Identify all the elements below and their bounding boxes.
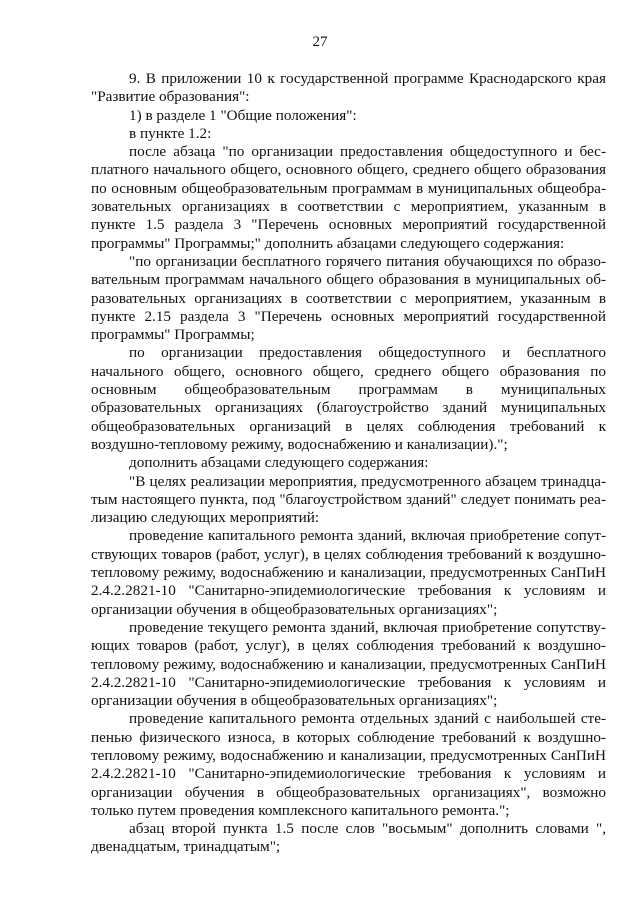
paragraph-point-1-2: в пункте 1.2: (129, 124, 212, 142)
paragraph-improvement-definition: "В целях реализации мероприятия, предусмотренного абзацем тринадцатым настоящего пункта, под "благоустройством зданий" следует понимать реализацию следующих мероприятий: (91, 472, 606, 527)
paragraph-public-education: по организации предоставления общедоступного и бесплатного начального общего, основного общего, среднего общего образования по основным общеобразовательным программам в муниципальных образовательных организациях (благоустройство зданий муниципальных общеобразовательных организаций в целях соблюдения требований к воздушно-тепловому режиму, водоснабжению и канализации)."; (91, 344, 606, 453)
paragraph-after-abzac: после абзаца "по организации предоставления общедоступного и бесплатного начального общего, основного общего, среднего общего образования по основным общеобразовательным программам в муниципальных общеобразовательных организациях в соответствии с мероприятием, указанным в пункте 1.5 раздела 3 "Перечень основных мероприятий государственной программы" Программы;" дополнить абзацами следующего содержания: (91, 143, 606, 252)
paragraph-current-repair: проведение текущего ремонта зданий, включая приобретение сопутствующих товаров (работ, услуг), в целях соблюдения требований к воздушно-тепловому режиму, водоснабжению и канализации, предусмотренных СанПиН 2.4.2.2821-10 "Санитарно-эпидемиологические требования к условиям и организации обучения в общеобразовательных организациях"; (91, 618, 606, 710)
paragraph-section-1: 1) в разделе 1 "Общие положения": (129, 106, 357, 124)
page-number: 27 (312, 34, 328, 50)
paragraph-item-9: 9. В приложении 10 к государственной программе Краснодарского края "Развитие образования": (91, 70, 606, 106)
paragraph-point-1-5: абзац второй пункта 1.5 после слов "восьмым" дополнить словами ", двенадцатым, тринадцатым"; (91, 820, 606, 856)
paragraph-hot-meals: "по организации бесплатного горячего питания обучающихся по образовательным программам начального общего образования в муниципальных образовательных организациях в соответствии с мероприятием, указанным в пункте 2.15 раздела 3 "Перечень основных мероприятий государственной программы" Программы; (91, 252, 606, 344)
document-body (91, 70, 606, 857)
paragraph-worn-buildings: проведение капитального ремонта отдельных зданий с наибольшей степенью физического износа, в которых соблюдение требований к воздушно-тепловому режиму, водоснабжению и канализации, предусмотренных СанПиН 2.4.2.2821-10 "Санитарно-эпидемиологические требования к условиям и организации обучения в общеобразовательных организациях", возможно только путем проведения комплексного капитального ремонта."; (91, 710, 606, 819)
paragraph-add-abzacs: дополнить абзацами следующего содержания: (129, 454, 429, 472)
paragraph-capital-repair: проведение капитального ремонта зданий, включая приобретение сопутствующих товаров (работ, услуг), в целях соблюдения требований к воздушно-тепловому режиму, водоснабжению и канализации, предусмотренных СанПиН 2.4.2.2821-10 "Санитарно-эпидемиологические требования к условиям и организации обучения в общеобразовательных организациях"; (91, 527, 606, 618)
